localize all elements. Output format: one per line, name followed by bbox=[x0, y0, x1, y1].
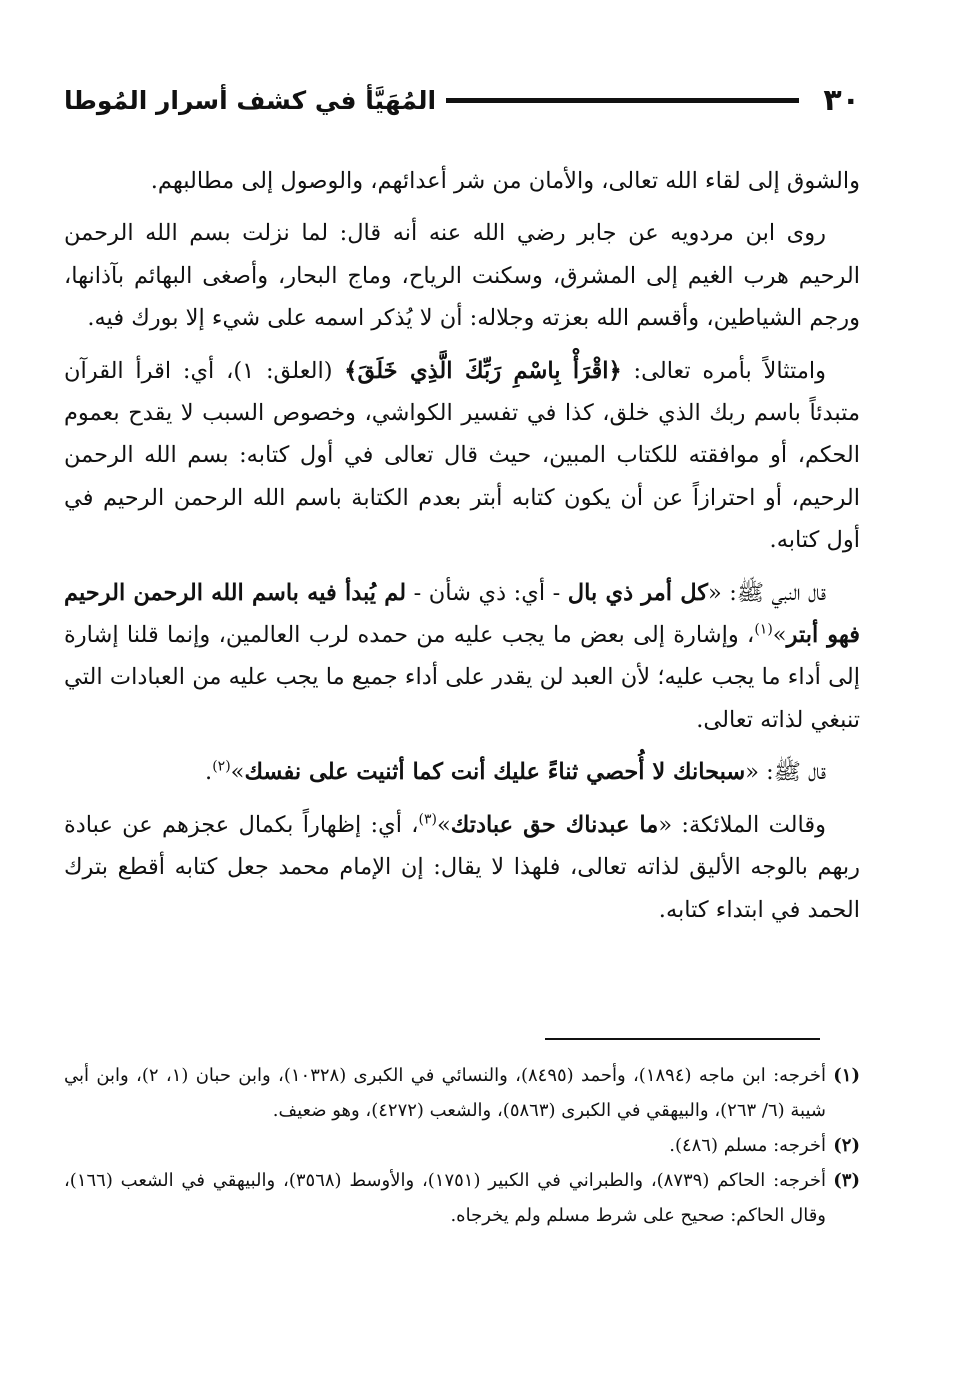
footnote-number: (٣) bbox=[833, 1170, 860, 1191]
footnote-number: (١) bbox=[833, 1065, 860, 1086]
paragraph-text: » bbox=[437, 811, 451, 838]
hadith-text: لم يُبدأ فيه باسم الله الرحمن الرحيم فهو أبتر bbox=[64, 579, 861, 649]
paragraph-text: » bbox=[772, 622, 787, 649]
paragraph-text: - أي: ذي شأن - bbox=[406, 579, 568, 606]
hadith-text: سبحانك لا أُحصي ثناءً عليك أنت كما أثنيت على نفسك bbox=[244, 759, 746, 786]
paragraph-text: روى ابن مردويه عن جابر رضي الله عنه أنه قال: لما نزلت بسم الله الرحمن الرحيم هرب الغيم إلى المشرق، وسكنت الرياح، وماج البحار، وأصغى البهائم بآذانها، ورجم الشياطين، وأقسم الله بعزته وجلاله: أن لا يُذكر اسمه على شيء إلا بورك فيه. bbox=[64, 220, 860, 332]
footnote bbox=[64, 1058, 860, 1128]
footnote bbox=[64, 1163, 860, 1233]
paragraph-text: قال النبي ﷺ: « bbox=[707, 579, 826, 606]
footnotes bbox=[64, 1058, 860, 1233]
footnote-reference: (٣) bbox=[418, 811, 438, 828]
header-rule bbox=[446, 98, 799, 103]
paragraph bbox=[64, 160, 860, 202]
footnote bbox=[64, 1128, 860, 1163]
book-title: المُهَيَّأ في كشف أسرار المُوطا bbox=[64, 85, 437, 115]
paragraph bbox=[64, 751, 860, 793]
paragraph-text: . bbox=[205, 759, 213, 786]
paragraph bbox=[64, 350, 860, 562]
paragraph-text: (العلق: ١)، أي: اقرأ القرآن متبدئاً باسم ربك الذي خلق، كذا في تفسير الكواشي، وخصوص السبب لا يقدح بعموم الحكم، أو موافقته للكتاب المبين، حيث قال تعالى في أول كتابه: بسم الله الرحمن الرحيم، أو احترازاً عن أن يكون كتابه أبتر بعدم الكتابة باسم الله الرحمن الرحيم في أول كتابه. bbox=[64, 357, 860, 554]
page-number: ٣٠ bbox=[823, 82, 860, 118]
footnote-separator bbox=[545, 1038, 820, 1040]
quran-verse: ﴿اقْرَأْ بِاسْمِ رَبِّكَ الَّذِي خَلَقَ﴾ bbox=[344, 357, 622, 384]
paragraph bbox=[64, 804, 860, 931]
page-header bbox=[64, 80, 860, 120]
paragraph-text: ، أي: إظهاراً بكمال عجزهم عن عبادة ربهم بالوجه الأليق لذاته تعالى، فلهذا لا يقال: إن الإمام محمد جعل كتابه أقطع بترك الحمد في ابتداء كتابه. bbox=[64, 811, 860, 923]
main-text bbox=[64, 160, 860, 941]
paragraph bbox=[64, 572, 860, 742]
paragraph-text: ، وإشارة إلى بعض ما يجب عليه من حمده لرب العالمين، وإنما قلنا إشارة إلى أداء ما يجب عليه؛ لأن العبد لن يقدر على أداء جميع ما يجب عليه من العبادات التي تنبغي لذاته تعالى. bbox=[64, 622, 860, 733]
paragraph-text: والشوق إلى لقاء الله تعالى، والأمان من شر أعدائهم، والوصول إلى مطالبهم. bbox=[150, 168, 860, 194]
hadith-text: كل أمر ذي بال bbox=[567, 579, 708, 606]
footnote-number: (٢) bbox=[833, 1135, 860, 1156]
paragraph bbox=[64, 212, 860, 339]
footnote-reference: (٢) bbox=[212, 758, 231, 775]
paragraph-text: قال ﷺ: « bbox=[745, 759, 826, 786]
hadith-text: ما عبدناك حق عبادتك bbox=[450, 811, 659, 838]
footnote-reference: (١) bbox=[754, 621, 773, 638]
footnote-text: أخرجه: الحاكم (٨٧٣٩)، والطبراني في الكبير (١٧٥١)، والأوسط (٣٥٦٨)، والبيهقي في الشعب (١٦٦)، وقال الحاكم: صحيح على شرط مسلم ولم يخرجاه. bbox=[64, 1170, 826, 1226]
footnote-text: أخرجه: مسلم (٤٨٦). bbox=[669, 1135, 826, 1156]
footnote-text: أخرجه: ابن ماجه (١٨٩٤)، وأحمد (٨٤٩٥)، والنسائي في الكبرى (١٠٣٢٨)، وابن حبان (١، ٢)، وابن أبي شيبة (٦/ ٢٦٣)، والبيهقي في الكبرى (٥٨٦٣)، والشعب (٤٢٧٢)، وهو ضعيف. bbox=[64, 1065, 826, 1121]
paragraph-text: وامتثالاً بأمره تعالى: bbox=[621, 357, 826, 384]
paragraph-text: وقالت الملائكة: « bbox=[658, 811, 826, 838]
paragraph-text: » bbox=[230, 759, 245, 786]
